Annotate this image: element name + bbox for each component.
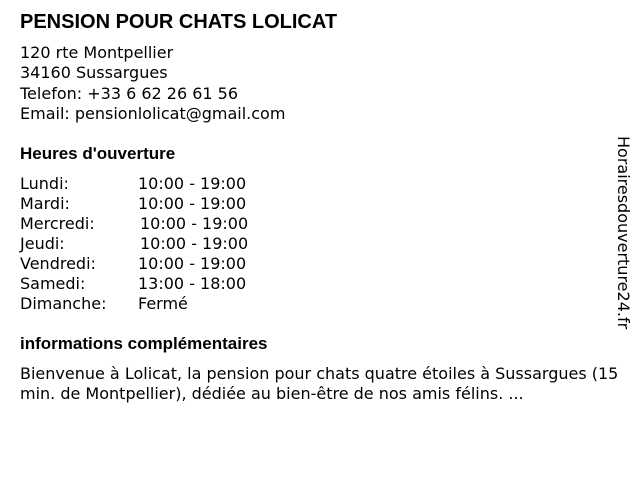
day-label: Dimanche: bbox=[20, 294, 107, 313]
address-street: 120 rte Montpellier bbox=[20, 43, 174, 62]
day-label: Samedi: bbox=[20, 274, 86, 293]
phone-number: Telefon: +33 6 62 26 61 56 bbox=[20, 83, 239, 103]
time-range: 13:00 - 18:00 bbox=[138, 274, 247, 293]
day-label: Mardi: bbox=[20, 194, 70, 213]
business-name: PENSION POUR CHATS LOLICAT bbox=[20, 11, 338, 33]
time-range: 10:00 - 19:00 bbox=[138, 254, 247, 273]
day-label: Mercredi: bbox=[20, 214, 95, 233]
time-range: 10:00 - 19:00 bbox=[140, 214, 249, 233]
time-range: 10:00 - 19:00 bbox=[140, 234, 249, 253]
day-label: Jeudi: bbox=[20, 234, 65, 253]
time-range: Fermé bbox=[138, 294, 188, 313]
address-city: 34160 Sussargues bbox=[20, 63, 168, 83]
email-address: Email: pensionlolicat@gmail.com bbox=[20, 103, 286, 123]
time-range: 10:00 - 19:00 bbox=[138, 174, 247, 193]
day-label: Lundi: bbox=[20, 174, 69, 193]
additional-info-heading: informations complémentaires bbox=[20, 334, 268, 353]
site-watermark: Horairesdouverture24.fr bbox=[614, 136, 633, 330]
business-description: Bienvenue à Lolicat, la pension pour chats quatre étoiles à Sussargues (15 min. de Montpellier), dédiée au bien-être de nos amis félins. ... bbox=[20, 364, 619, 403]
contact-block bbox=[20, 43, 285, 124]
opening-hours-heading: Heures d'ouverture bbox=[20, 144, 176, 163]
time-range: 10:00 - 19:00 bbox=[138, 194, 247, 213]
day-label: Vendredi: bbox=[20, 254, 96, 273]
